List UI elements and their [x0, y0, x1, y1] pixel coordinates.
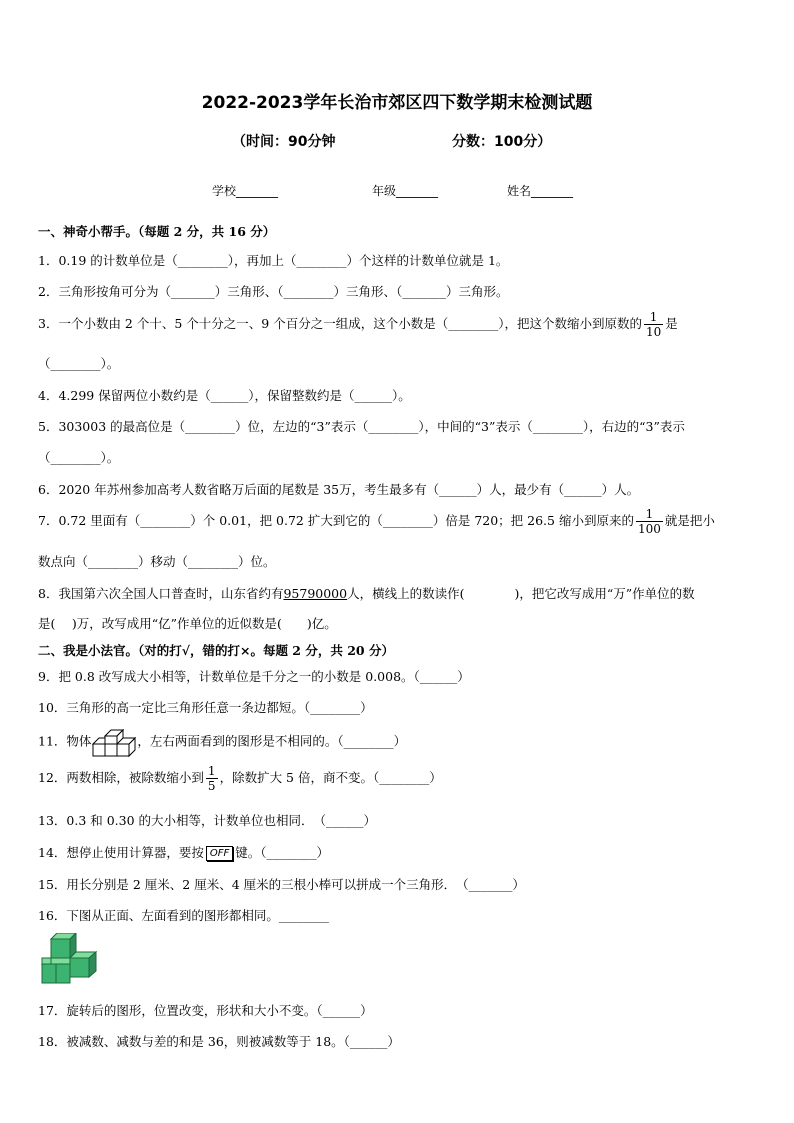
question-13: 13．0.3 和 0.30 的大小相等，计数单位也相同． （______）	[38, 813, 377, 828]
section-1-heading: 一、神奇小帮手。（每题 2 分，共 16 分）	[38, 224, 276, 239]
question-5-answer: （________）。	[38, 450, 120, 465]
question-2: 2．三角形按角可分为（_______）三角形、（________）三角形、（_______）三角形。	[38, 284, 509, 299]
page-title: 2022-2023学年长治市郊区四下数学期末检测试题	[201, 93, 593, 113]
question-3-tail: 是	[665, 316, 678, 331]
question-9: 9．把 0.8 改写成大小相等，计数单位是千分之一的小数是 0.008。（______）	[38, 669, 470, 684]
off-key-icon: OFF	[206, 846, 233, 861]
question-7-continued: 数点向（________）移动（________）位。	[38, 554, 276, 569]
question-16: 16．下图从正面、左面看到的图形都相同。________	[38, 908, 329, 923]
fraction-1-100: $\frac{1}{100}$	[637, 507, 661, 536]
question-15: 15．用长分别是 2 厘米、2 厘米、4 厘米的三根小棒可以拼成一个三角形． （_______）	[38, 877, 525, 892]
time-label: （时间：90分钟	[232, 134, 336, 150]
question-10: 10．三角形的高一定比三角形任意一条边都短。（________）	[38, 700, 373, 715]
question-4: 4．4.299 保留两位小数约是（______），保留整数约是（______）。	[38, 388, 411, 403]
question-14: 14．想停止使用计算器，要按 OFF 键。（________）	[38, 845, 330, 860]
score-label: 分数：100分）	[452, 134, 552, 150]
question-11: 11．物体 ，左右两面看到的图形是不相同的。（________）	[38, 726, 406, 758]
question-7	[38, 507, 715, 536]
school-field: 学校_______	[212, 184, 279, 198]
name-field: 姓名_______	[507, 184, 574, 198]
question-3	[38, 310, 678, 339]
grade-field: 年级_______	[372, 184, 439, 198]
fraction-1-5: $\frac{1}{5}$	[207, 764, 216, 793]
question-3-text: 3．一个小数由 2 个十、5 个十分之一、9 个百分之一组成，这个小数是（________），把这个数缩小到原数的	[38, 316, 642, 331]
cube-arrangement-icon	[91, 726, 137, 758]
question-1: 1．0.19 的计数单位是（________），再加上（________）个这样的计数单位就是 1。	[38, 253, 509, 268]
question-8: 8．我国第六次全国人口普查时，山东省约有95790000人，横线上的数读作( )，把它改写成用“万”作单位的数	[38, 586, 695, 601]
fraction-1-10: $\frac{1}{10}$	[645, 310, 662, 339]
question-17: 17．旋转后的图形，位置改变，形状和大小不变。（______）	[38, 1003, 373, 1018]
question-5: 5．303003 的最高位是（________）位，左边的“3”表示（________），中间的“3”表示（________），右边的“3”表示	[38, 419, 685, 434]
question-3-answer: （________）。	[38, 356, 120, 371]
question-6: 6．2020 年苏州参加高考人数省略万后面的尾数是 35万，考生最多有（______）人，最少有（______）人。	[38, 482, 640, 497]
question-8-continued: 是( )万，改写成用“亿”作单位的近似数是( )亿。	[38, 616, 337, 631]
question-7-tail: 就是把小	[664, 513, 715, 528]
question-12: 12．两数相除，被除数缩小到 $\frac{1}{5}$ ，除数扩大 5 倍，商不变。（________）	[38, 764, 442, 793]
section-2-heading: 二、我是小法官。（对的打√，错的打×。每题 2 分，共 20 分）	[38, 643, 394, 658]
green-cubes-figure	[40, 933, 104, 987]
question-18: 18．被减数、减数与差的和是 36，则被减数等于 18。（______）	[38, 1034, 400, 1049]
underlined-number: 95790000	[283, 586, 348, 601]
question-7-text: 7．0.72 里面有（________）个 0.01，把 0.72 扩大到它的（________）倍是 720；把 26.5 缩小到原来的	[38, 513, 634, 528]
